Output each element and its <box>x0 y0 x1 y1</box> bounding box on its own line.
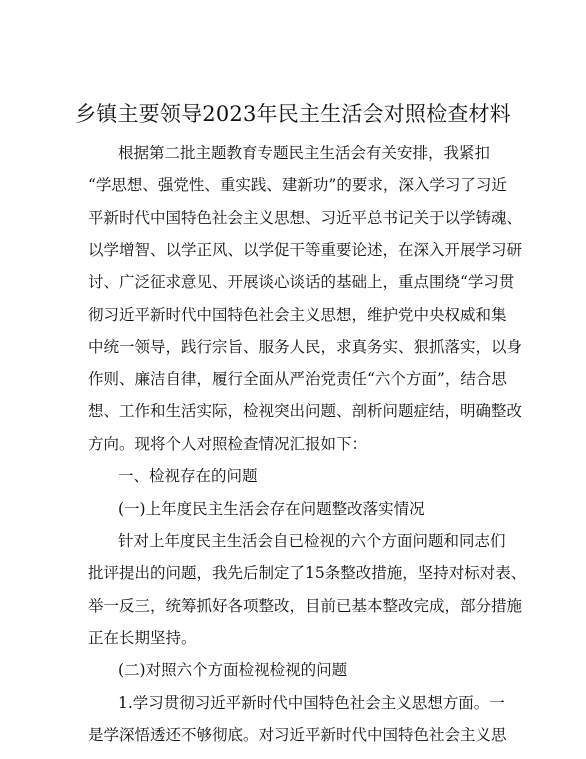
document-title: 乡镇主要领导2023年民主生活会对照检查材料 <box>75 102 511 126</box>
subsection-heading: (二)对照六个方面检视检视的问题 <box>118 661 348 679</box>
paragraph-line: 方向。现将个人对照检查情况汇报如下： <box>88 435 368 453</box>
paragraph-line: 平新时代中国特色社会主义思想、习近平总书记关于以学铸魂、 <box>88 209 523 227</box>
paragraph-line: “学思想、强党性、重实践、建新功”的要求，深入学习了习近 <box>88 176 507 194</box>
paragraph-line: 讨、广泛征求意见、开展谈心谈话的基础上，重点围绕“学习贯 <box>88 273 515 291</box>
paragraph-line: 想、工作和生活实际，检视突出问题、剖析问题症结，明确整改 <box>88 402 523 420</box>
paragraph-line: 是学深悟透还不够彻底。对习近平新时代中国特色社会主义思 <box>88 726 507 744</box>
paragraph-line: 根据第二批主题教育专题民主生活会有关安排，我紧扣 <box>118 144 491 162</box>
paragraph-line: 作则、廉洁自律，履行全面从严治党责任“六个方面”，结合思 <box>88 370 507 388</box>
paragraph-line: 正在长期坚持。 <box>88 629 197 647</box>
paragraph-line: 针对上年度民主生活会自已检视的六个方面问题和同志们 <box>118 532 506 550</box>
paragraph-line: 举一反三，统筹抓好各项整改，目前已基本整改完成，部分措施 <box>88 597 523 615</box>
section-heading: 一、检视存在的问题 <box>118 467 258 485</box>
subsection-heading: (一)上年度民主生活会存在问题整改落实情况 <box>118 500 425 518</box>
paragraph-line: 批评提出的问题，我先后制定了15条整改措施，坚持对标对表、 <box>88 564 527 582</box>
paragraph-line: 中统一领导，践行宗旨、服务人民，求真务实、狠抓落实，以身 <box>88 338 523 356</box>
paragraph-line: 1.学习贯彻习近平新时代中国特色社会主义思想方面。一 <box>118 694 505 712</box>
paragraph-line: 以学增智、以学正风、以学促干等重要论述，在深入开展学习研 <box>88 241 523 259</box>
paragraph-line: 彻习近平新时代中国特色社会主义思想，维护党中央权威和集 <box>88 306 507 324</box>
